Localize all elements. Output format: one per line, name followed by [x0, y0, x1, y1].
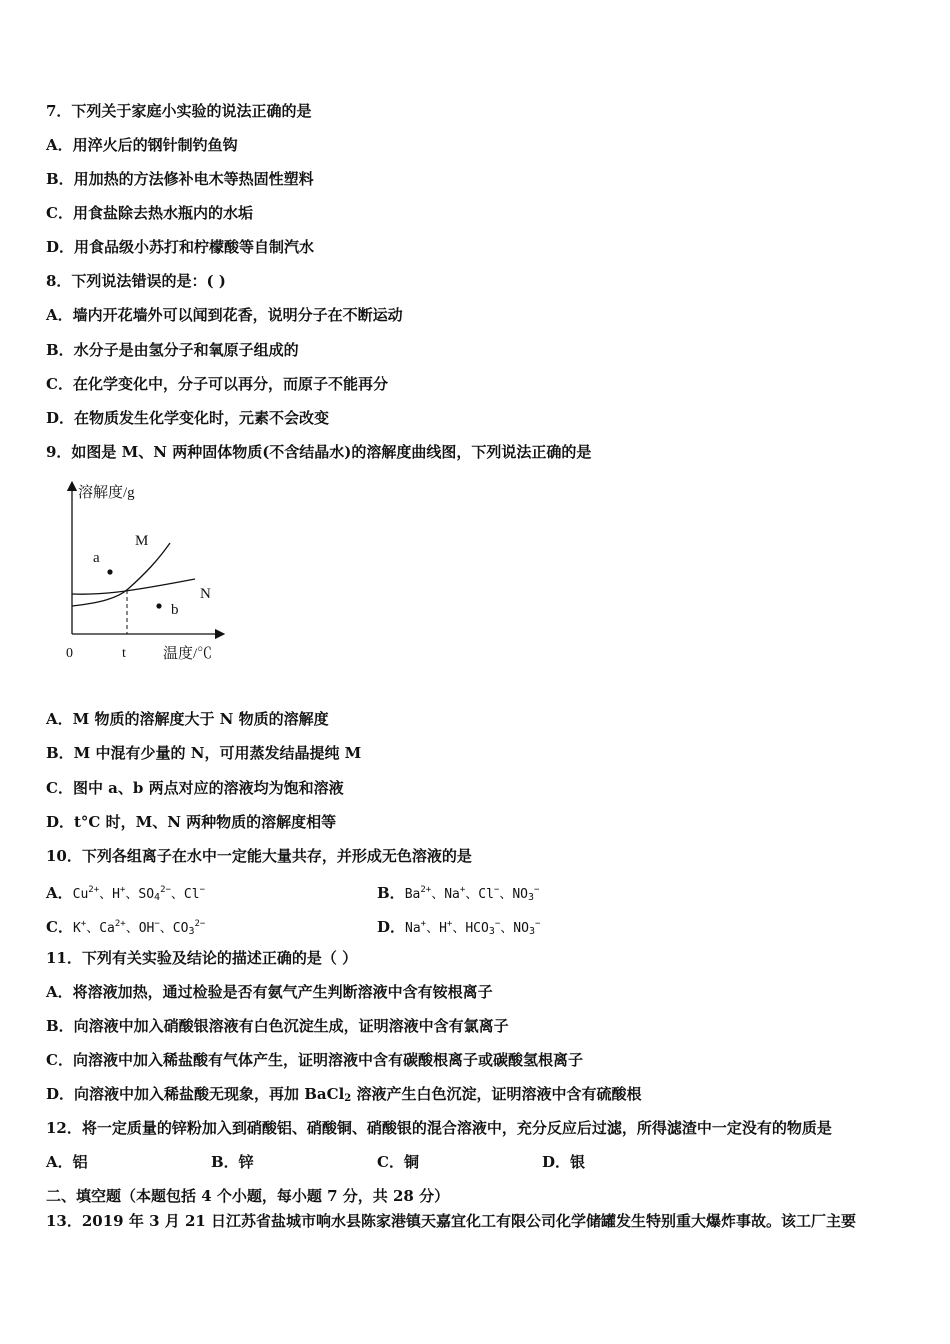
q11-option-d-text-2: 溶液产生白色沉淀，证明溶液中含有硫酸根 [351, 1085, 642, 1103]
curve-n [72, 579, 195, 594]
q9-stem: 9．如图是 M、N 两种固体物质(不含结晶水)的溶解度曲线图，下列说法正确的是 [46, 443, 592, 461]
q10-option-a-label: A． [46, 884, 73, 902]
q9-option-d: D．t°C 时，M、N 两种物质的溶解度相等 [46, 813, 337, 831]
q12-option-c: C．铜 [377, 1153, 419, 1171]
q8-option-c: C．在化学变化中，分子可以再分，而原子不能再分 [46, 375, 388, 393]
x-axis-label: 温度/℃ [163, 646, 213, 662]
q11-stem: 11．下列有关实验及结论的描述正确的是（ ） [46, 949, 358, 967]
point-a-label: a [93, 550, 100, 566]
q9-option-a: A．M 物质的溶解度大于 N 物质的溶解度 [46, 710, 329, 728]
q7-stem: 7．下列关于家庭小实验的说法正确的是 [46, 102, 312, 120]
q10-option-d: D．Na+、H+、$HCO_3^-$、$NO_3^-$ [377, 918, 541, 937]
q12-option-d: D．银 [542, 1153, 586, 1171]
point-b-label: b [171, 602, 179, 618]
origin-label: 0 [66, 646, 73, 661]
q10-option-d-label: D． [377, 918, 406, 936]
q10-option-b-label: B． [377, 884, 405, 902]
q8-option-d: D．在物质发生化学变化时，元素不会改变 [46, 409, 330, 427]
q11-option-d-subscript: 2 [344, 1093, 352, 1104]
section-heading: 二、填空题（本题包括 4 个小题，每小题 7 分，共 28 分） [46, 1187, 450, 1205]
q10-option-c: C．K+、$Ca^{2+}$、OH−、$CO_3^{2-}$ [46, 918, 206, 937]
curve-m [72, 543, 170, 606]
q7-option-c: C．用食盐除去热水瓶内的水垢 [46, 204, 253, 222]
q12-stem: 12．将一定质量的锌粉加入到硝酸铝、硝酸铜、硝酸银的混合溶液中，充分反应后过滤，所得滤渣中一定没有的物质是 [46, 1119, 832, 1137]
q12-option-a: A．铝 [46, 1153, 88, 1171]
q11-option-d-text-1: D．向溶液中加入稀盐酸无现象，再加 BaCl [46, 1085, 345, 1103]
point-a-dot [107, 569, 112, 574]
q12-option-b: B．锌 [211, 1153, 254, 1171]
q7-option-d: D．用食品级小苏打和柠檬酸等自制汽水 [46, 238, 315, 256]
q10-option-c-label: C． [46, 918, 73, 936]
q8-option-b: B．水分子是由氢分子和氧原子组成的 [46, 341, 299, 359]
q10-option-a: A．$Cu^{2+}$、H+、$SO_4^{2-}$、Cl− [46, 884, 205, 903]
y-axis-label: 溶解度/g [78, 485, 135, 501]
q9-option-b: B．M 中混有少量的 N，可用蒸发结晶提纯 M [46, 744, 362, 762]
q11-option-d [46, 1084, 641, 1109]
point-b-dot [156, 603, 161, 608]
solubility-curve-diagram [60, 480, 230, 665]
q13-stem: 13．2019 年 3 月 21 日江苏省盐城市响水县陈家港镇天嘉宜化工有限公司化学储罐发生特别重大爆炸事故。该工厂主要 [46, 1212, 857, 1230]
curve-n-label: N [200, 586, 211, 602]
q11-option-b: B．向溶液中加入硝酸银溶液有白色沉淀生成，证明溶液中含有氯离子 [46, 1017, 509, 1035]
q7-option-a: A．用淬火后的钢针制钓鱼钩 [46, 136, 238, 154]
q11-option-c: C．向溶液中加入稀盐酸有气体产生，证明溶液中含有碳酸根离子或碳酸氢根离子 [46, 1051, 583, 1069]
q10-stem: 10．下列各组离子在水中一定能大量共存，并形成无色溶液的是 [46, 847, 472, 865]
q10-option-b: B．$Ba^{2+}$、Na+、Cl−、$NO_3^-$ [377, 884, 540, 903]
q8-stem: 8．下列说法错误的是：( ) [46, 272, 226, 290]
q11-option-a: A．将溶液加热，通过检验是否有氨气产生判断溶液中含有铵根离子 [46, 983, 493, 1001]
q8-option-a: A．墙内开花墙外可以闻到花香，说明分子在不断运动 [46, 306, 403, 324]
q9-option-c: C．图中 a、b 两点对应的溶液均为饱和溶液 [46, 779, 344, 797]
q7-option-b: B．用加热的方法修补电木等热固性塑料 [46, 170, 314, 188]
t-label: t [122, 646, 126, 661]
curve-m-label: M [135, 533, 149, 549]
